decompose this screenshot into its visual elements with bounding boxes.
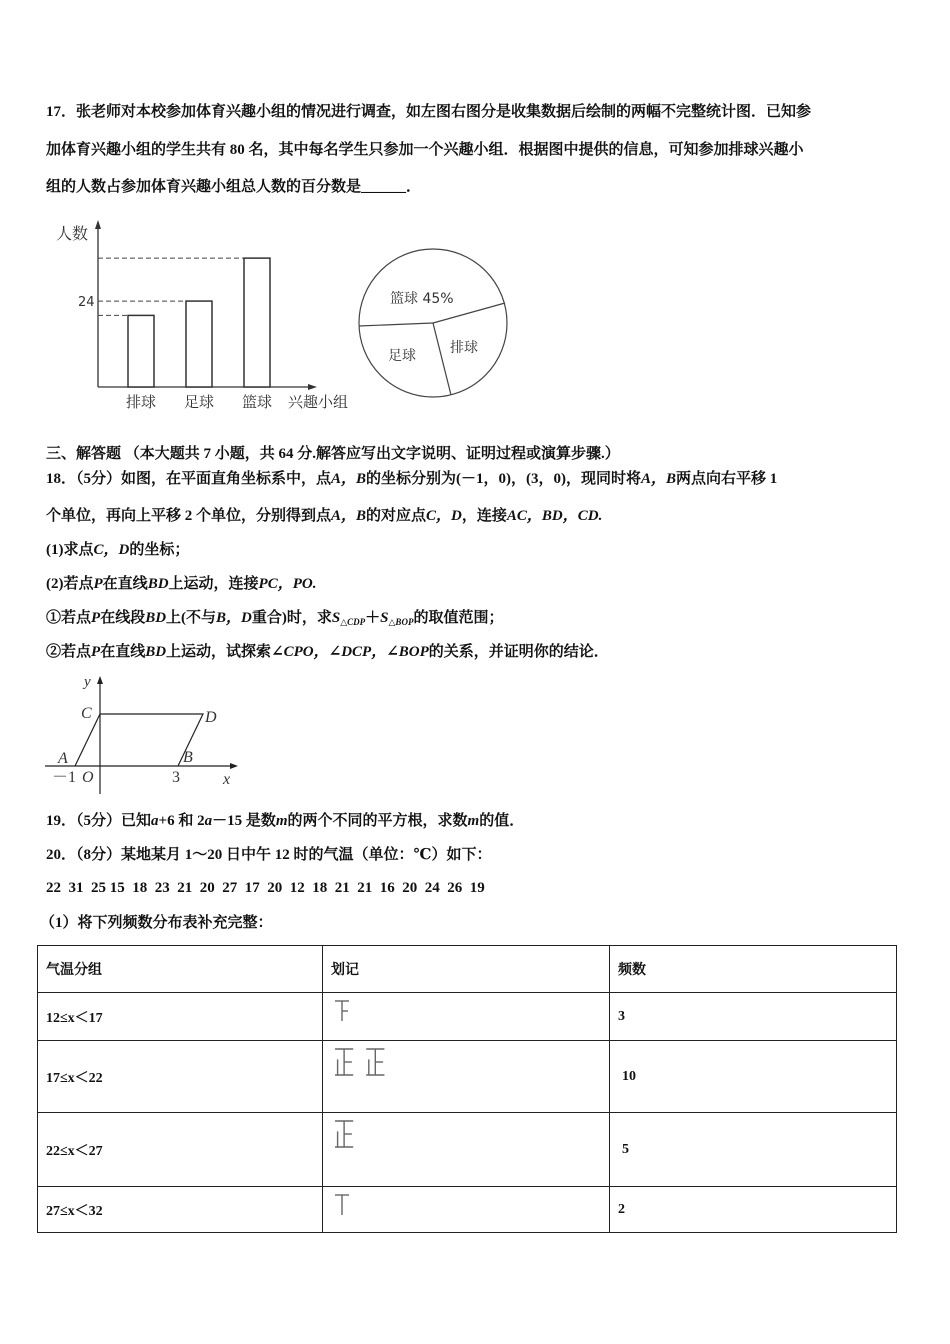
math: a	[151, 813, 159, 829]
math: A，B	[331, 471, 367, 487]
q18-line-1	[46, 469, 777, 489]
text: 在直线	[102, 576, 148, 592]
q18-subpart-1	[46, 608, 503, 632]
range-cell: 22≤x＜27	[38, 1113, 323, 1187]
y-tick-label: 24	[78, 295, 95, 311]
table-row	[38, 993, 897, 1041]
q19	[46, 811, 524, 831]
text: 19．（5分）已知	[46, 813, 152, 829]
math: AC，BD，CD.	[506, 508, 603, 524]
y-axis-arrow-icon	[95, 220, 101, 229]
text: 的坐标分别为(－1，0)，(3，0)，现同时将	[366, 471, 642, 487]
q20-part-1: （1）将下列频数分布表补充完整：	[40, 915, 273, 931]
range-cell: 27≤x＜32	[38, 1187, 323, 1233]
pie-chart	[350, 245, 520, 405]
x-axis-label: 兴趣小组	[288, 393, 349, 411]
y-arrow-icon	[97, 676, 103, 684]
math: P	[91, 610, 101, 626]
math: S	[380, 610, 389, 626]
text: 的两个不同的平方根，求数	[287, 813, 468, 829]
q20-data: 22 31 25 15 18 23 21 20 27 17 20 12 18 21 21 16 20 24 26 19	[46, 880, 485, 896]
q17-line-2: 加体育兴趣小组的学生共有 80 名，其中每名学生只参加一个兴趣小组．根据图中提供的信息，可知参加排球兴趣小	[46, 142, 804, 158]
pie-slice-label: 篮球 45%	[390, 291, 454, 307]
text: 两点向右平移 1	[676, 471, 778, 487]
q18-part-2	[46, 574, 316, 594]
frequency-cell: 2	[610, 1187, 897, 1233]
text: (1)求点	[46, 542, 94, 558]
text: 个单位，再向上平移 2 个单位，分别得到点	[46, 508, 332, 524]
x-axis-arrow-icon	[308, 384, 317, 390]
header-cell: 频数	[610, 946, 897, 993]
text: +6 和 2	[158, 813, 205, 829]
label-B: B	[183, 749, 193, 766]
math: C，D	[426, 508, 462, 524]
x-tick-label: 足球	[184, 393, 215, 411]
section-3-heading: 三、解答题 （本大题共 7 小题，共 64 分.解答应写出文字说明、证明过程或演算步骤.）	[46, 446, 620, 462]
q18-line-2	[46, 506, 602, 526]
label-y: y	[84, 674, 91, 690]
range-cell: 12≤x＜17	[38, 993, 323, 1041]
x-tick-label: 排球	[126, 393, 157, 411]
tally-marks	[331, 1191, 451, 1221]
tally-cell	[323, 1187, 610, 1233]
x-tick-label: 篮球	[242, 393, 273, 411]
q17-line-1: 17．张老师对本校参加体育兴趣小组的情况进行调查，如左图右图分是收集数据后绘制的两幅不完整统计图．已知参	[46, 104, 812, 120]
bar-2	[244, 258, 270, 387]
math: BD	[145, 610, 167, 626]
tally-cell	[323, 1113, 610, 1187]
label-D: D	[205, 709, 217, 726]
text: ①若点	[46, 610, 92, 626]
math: P	[93, 576, 103, 592]
bar-1	[186, 301, 212, 387]
text: 在直线	[100, 644, 146, 660]
table-header-row	[38, 946, 897, 993]
text: 在线段	[100, 610, 146, 626]
math: S	[331, 610, 341, 626]
frequency-cell: 5	[610, 1113, 897, 1187]
math: ∠CPO，∠DCP，∠BOP	[271, 644, 429, 660]
math: BD	[147, 576, 169, 592]
math: a	[204, 813, 213, 829]
tally-cell	[323, 993, 610, 1041]
frequency-cell: 3	[610, 993, 897, 1041]
table-row	[38, 1113, 897, 1187]
q20-title: 20．（8分）某地某月 1～20 日中午 12 时的气温（单位：℃）如下：	[46, 847, 492, 863]
text: 上(不与	[166, 610, 217, 626]
bar-0	[128, 315, 154, 387]
math: m	[467, 813, 480, 829]
y-axis-label: 人数	[56, 224, 89, 243]
frequency-table	[37, 945, 897, 1233]
q18-part-1	[46, 540, 189, 560]
math: A，B	[331, 508, 367, 524]
math: P	[91, 644, 101, 660]
text: 的坐标；	[129, 542, 190, 558]
text: 重合)时，求	[251, 610, 332, 626]
header-cell: 气温分组	[38, 946, 323, 993]
pie-slice-label: 排球	[450, 340, 478, 356]
label-A: A	[58, 750, 68, 767]
text: ，连接	[461, 508, 507, 524]
text: 上运动，试探索	[166, 644, 272, 660]
label-neg1: －1	[52, 769, 77, 786]
header-cell: 划记	[323, 946, 610, 993]
frequency-cell: 10	[610, 1041, 897, 1113]
bar-chart	[40, 215, 370, 415]
pie-slice-label: 足球	[388, 348, 416, 364]
math: C，D	[93, 542, 130, 558]
text: ②若点	[46, 644, 92, 660]
text: 的值．	[479, 813, 525, 829]
text: 18．（5分）如图，在平面直角坐标系中，点	[46, 471, 332, 487]
math: PC，PO.	[258, 576, 317, 592]
label-x: x	[223, 771, 231, 788]
label-O: O	[82, 769, 94, 786]
math-subscript: △BOP	[388, 617, 414, 627]
math: B，D	[216, 610, 252, 626]
label-C: C	[81, 705, 92, 722]
text: 的取值范围；	[413, 610, 504, 626]
text: －15 是数	[212, 813, 276, 829]
coordinate-figure	[40, 672, 240, 798]
tally-marks	[331, 1045, 451, 1085]
text: 的对应点	[366, 508, 427, 524]
math: A，B	[641, 471, 677, 487]
text: 上运动，连接	[168, 576, 259, 592]
math-subscript: △CDP	[340, 617, 366, 627]
table-row	[38, 1041, 897, 1113]
tally-cell	[323, 1041, 610, 1113]
math: m	[275, 813, 288, 829]
range-cell: 17≤x＜22	[38, 1041, 323, 1113]
text: (2)若点	[46, 576, 94, 592]
table-row	[38, 1187, 897, 1233]
q17-line-3: 组的人数占参加体育兴趣小组总人数的百分数是______．	[46, 179, 422, 195]
label-3: 3	[172, 769, 180, 786]
math: BD	[145, 644, 167, 660]
x-arrow-icon	[230, 763, 238, 769]
tally-marks	[331, 997, 451, 1027]
text: 的关系，并证明你的结论．	[428, 644, 609, 660]
tally-marks	[331, 1117, 451, 1177]
text: ＋	[365, 610, 381, 626]
q18-subpart-2	[46, 642, 609, 662]
